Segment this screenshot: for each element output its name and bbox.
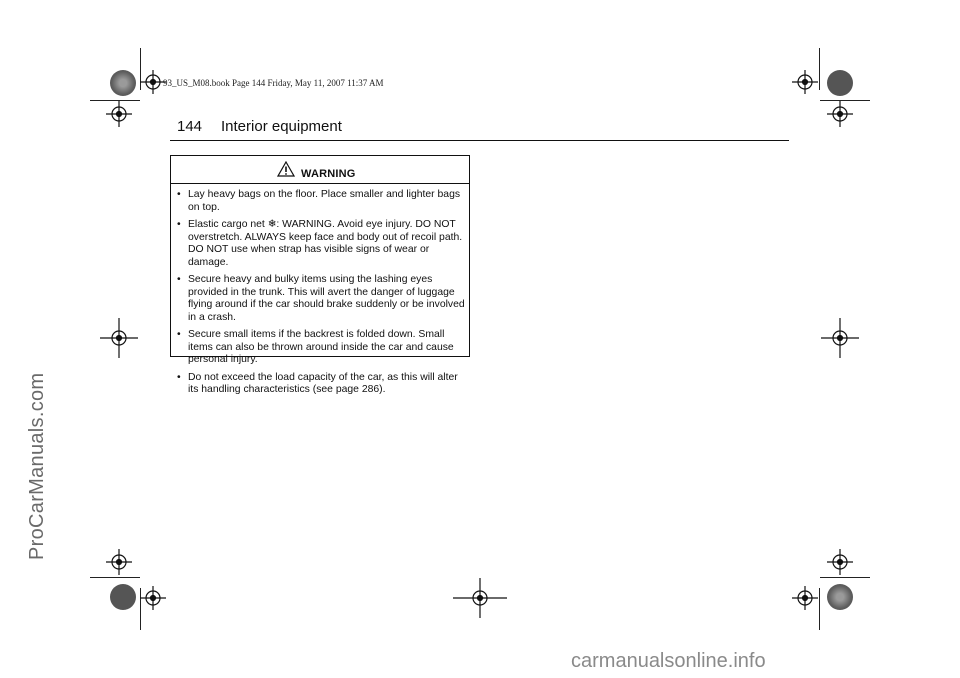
crop-line [819, 48, 820, 90]
registration-dot [110, 584, 136, 610]
warning-box [170, 155, 470, 395]
bullet: • [177, 219, 181, 230]
registration-target-icon [821, 318, 859, 358]
crop-line [820, 577, 870, 578]
registration-target-icon [827, 549, 853, 575]
registration-dot [827, 70, 853, 96]
crop-line [819, 588, 820, 630]
registration-target-icon [792, 70, 818, 94]
list-item [177, 329, 465, 367]
registration-dot [827, 584, 853, 610]
section-title: Interior equipment [221, 118, 342, 135]
list-item [177, 372, 465, 397]
warning-triangle-icon [277, 161, 295, 177]
registration-target-icon [792, 586, 818, 610]
registration-dot [110, 70, 136, 96]
bottom-watermark: carmanualsonline.info [571, 650, 766, 672]
crop-line [140, 48, 141, 90]
bullet: • [177, 371, 181, 383]
registration-target-icon [100, 318, 138, 358]
warning-item-text: Secure small items if the backrest is folded down. Small items can also be thrown around inside the car and cause personal injury. [188, 329, 454, 365]
warning-header [171, 156, 469, 184]
bullet: • [177, 189, 181, 200]
crop-line [90, 577, 140, 578]
list-item [177, 219, 465, 269]
registration-target-icon [106, 101, 132, 127]
crop-line [90, 100, 140, 101]
crop-line [820, 100, 870, 101]
warning-item-text: Do not exceed the load capacity of the car, as this will alter its handling characteristics (see page 286). [188, 371, 458, 395]
warning-item-text: Secure heavy and bulky items using the lashing eyes provided in the trunk. This will avert the danger of luggage flying around if the car should brake suddenly or be involved in a crash. [188, 274, 465, 323]
crop-line [140, 588, 141, 630]
warning-list [177, 189, 465, 402]
side-watermark: ProCarManuals.com [26, 372, 48, 560]
registration-target-icon [453, 578, 507, 618]
bullet: • [177, 274, 181, 285]
registration-target-icon [140, 586, 166, 610]
registration-target-icon [106, 549, 132, 575]
registration-target-icon [827, 101, 853, 127]
page-number: 144 [177, 118, 203, 135]
warning-item-text: Lay heavy bags on the floor. Place smaller and lighter bags on top. [188, 189, 461, 213]
print-info-note: 93_US_M08.book Page 144 Friday, May 11, 2007 11:37 AM [163, 78, 384, 88]
warning-item-text: Elastic cargo net ❄: WARNING. Avoid eye injury. DO NOT overstretch. ALWAYS keep face and body out of recoil path. DO NOT use when strap has visible signs of wear or damage. [188, 219, 463, 268]
bullet: • [177, 329, 181, 340]
list-item [177, 274, 465, 324]
list-item [177, 189, 465, 214]
warning-title: WARNING [301, 168, 356, 180]
header-divider [170, 140, 789, 141]
